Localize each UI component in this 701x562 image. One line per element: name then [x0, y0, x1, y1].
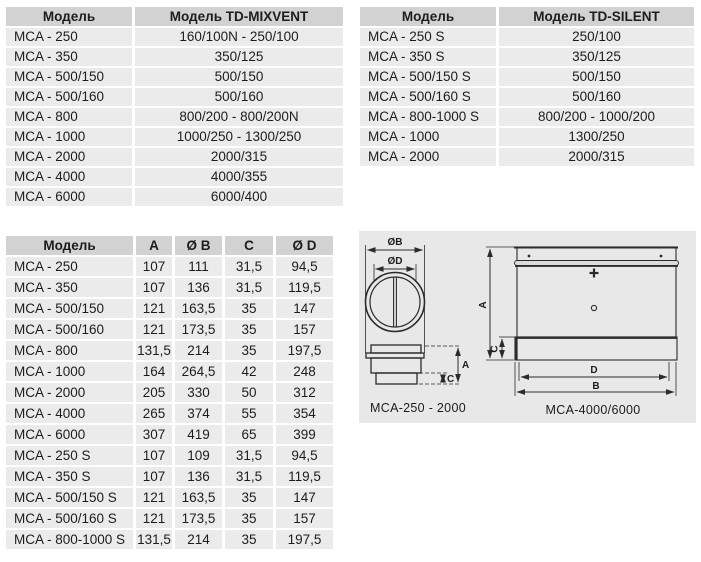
dim-b-cell: 374: [175, 404, 222, 423]
dim-a-cell: 121: [136, 509, 172, 528]
front-side-view-label: MCA-250 - 2000: [370, 401, 466, 415]
model-cell: MCA - 500/150: [6, 299, 133, 318]
column-header-diameter-d: Ø D: [276, 236, 333, 255]
equivalent-model-cell: 800/200 - 800/200N: [135, 108, 343, 126]
table-row: [6, 446, 333, 465]
dim-d-cell: 399: [276, 425, 333, 444]
column-header-a: A: [136, 236, 172, 255]
table-row: [6, 488, 333, 507]
dim-label-d: D: [590, 365, 598, 376]
model-cell: MCA - 2000: [360, 148, 496, 166]
table-row: [6, 88, 343, 106]
dim-c-cell: 35: [225, 530, 273, 549]
column-header-model: Модель: [6, 7, 132, 26]
equivalent-model-cell: 2000/315: [499, 148, 694, 166]
dim-c-cell: 31,5: [225, 278, 273, 297]
table-header-row: [6, 236, 333, 255]
equivalent-model-cell: 4000/355: [135, 168, 343, 186]
damper-inner-circle: [370, 277, 420, 327]
dim-label-c: C: [489, 345, 501, 353]
cross-marker: [590, 269, 599, 278]
dim-c-cell: 31,5: [225, 467, 273, 486]
dim-b-cell: 330: [175, 383, 222, 402]
dim-c-cell: 35: [225, 320, 273, 339]
dim-b-cell: 163,5: [175, 488, 222, 507]
dim-d-cell: 94,5: [276, 446, 333, 465]
dimension-diagram-panel: [359, 231, 696, 423]
table-header-row: [6, 7, 343, 26]
table-row: [6, 168, 343, 186]
table-row: [6, 278, 333, 297]
dim-c-cell: 35: [225, 488, 273, 507]
dim-b-cell: 419: [175, 425, 222, 444]
model-cell: MCA - 250: [6, 28, 132, 46]
dim-d-cell: 197,5: [276, 341, 333, 360]
table-row: [6, 108, 343, 126]
dim-a-cell: 205: [136, 383, 172, 402]
column-header-diameter-b: Ø B: [175, 236, 222, 255]
model-cell: MCA - 2000: [6, 148, 132, 166]
table-row: [6, 320, 333, 339]
model-cell: MCA - 500/160 S: [6, 509, 133, 528]
table-row: [360, 148, 694, 166]
model-cell: MCA - 250 S: [360, 28, 496, 46]
dim-c-cell: 35: [225, 341, 273, 360]
equivalent-model-cell: 500/160: [499, 88, 694, 106]
dim-a-cell: 265: [136, 404, 172, 423]
dim-a-cell: 164: [136, 362, 172, 381]
dim-label-phi-d: ØD: [387, 256, 403, 267]
table-row: [360, 128, 694, 146]
dim-d-cell: 147: [276, 488, 333, 507]
dim-a-cell: 307: [136, 425, 172, 444]
dim-a-cell: 107: [136, 257, 172, 276]
model-cell: MCA - 250 S: [6, 446, 133, 465]
model-cell: MCA - 6000: [6, 425, 133, 444]
table-row: [6, 188, 343, 206]
dim-a-cell: 107: [136, 278, 172, 297]
model-cell: MCA - 800-1000 S: [360, 108, 496, 126]
equivalent-model-cell: 6000/400: [135, 188, 343, 206]
equivalent-model-cell: 800/200 - 1000/200: [499, 108, 694, 126]
table-header-row: [360, 7, 694, 26]
dim-d-cell: 157: [276, 509, 333, 528]
table-row: [6, 467, 333, 486]
dim-c-cell: 50: [225, 383, 273, 402]
dim-c-cell: 35: [225, 509, 273, 528]
equivalent-model-cell: 500/150: [499, 68, 694, 86]
table-row: [6, 299, 333, 318]
center-hole-marker: [591, 305, 596, 310]
dim-label-a: A: [478, 301, 489, 309]
column-header-c: C: [225, 236, 273, 255]
table-row: [6, 362, 333, 381]
model-cell: MCA - 350: [6, 48, 132, 66]
model-cell: MCA - 800: [6, 341, 133, 360]
column-header-model: Модель: [360, 7, 496, 26]
model-cell: MCA - 2000: [6, 383, 133, 402]
table-row: [360, 28, 694, 46]
dim-d-cell: 119,5: [276, 467, 333, 486]
dim-c-cell: 31,5: [225, 446, 273, 465]
dim-c-cell: 55: [225, 404, 273, 423]
dim-d-cell: 354: [276, 404, 333, 423]
dim-c-cell: 35: [225, 299, 273, 318]
model-cell: MCA - 500/160: [6, 320, 133, 339]
dim-a-cell: 131,5: [137, 532, 171, 547]
dim-b-cell: 109: [175, 446, 222, 465]
table-row: [6, 48, 343, 66]
table-row: [360, 68, 694, 86]
dim-b-cell: 136: [175, 278, 222, 297]
dim-a-cell: 131,5: [137, 343, 171, 358]
equivalent-model-cell: 500/160: [135, 88, 343, 106]
model-cell: MCA - 1000: [6, 128, 132, 146]
dim-d-cell: 119,5: [276, 278, 333, 297]
mixvent-model-table: [3, 5, 346, 208]
dimensions-table: [3, 234, 336, 551]
dim-a-cell: 121: [136, 488, 172, 507]
screw-dot: [660, 255, 663, 258]
dim-b-cell: 163,5: [175, 299, 222, 318]
model-cell: MCA - 1000: [6, 362, 133, 381]
dim-label-b: B: [592, 381, 600, 392]
dim-label-a: A: [462, 360, 470, 371]
dim-label-phi-b: ØB: [387, 237, 403, 248]
damper-outer-circle: [366, 273, 425, 332]
model-cell: MCA - 500/150: [6, 68, 132, 86]
dim-c-cell: 42: [225, 362, 273, 381]
model-cell: MCA - 500/160: [6, 88, 132, 106]
model-cell: MCA - 1000: [360, 128, 496, 146]
table-row: [6, 257, 333, 276]
dim-label-c: C: [447, 374, 455, 385]
table-row: [6, 530, 333, 549]
dim-b-cell: 173,5: [175, 509, 222, 528]
column-header-model: Модель: [6, 236, 133, 255]
table-row: [6, 425, 333, 444]
table-row: [6, 128, 343, 146]
side-view-diagram: [366, 345, 469, 385]
table-row: [6, 68, 343, 86]
dim-d-cell: 147: [276, 299, 333, 318]
dim-a-cell: 121: [136, 320, 172, 339]
table-row: [360, 88, 694, 106]
dim-b-cell: 111: [175, 257, 222, 276]
rim-bead: [515, 261, 679, 266]
table-row: [6, 148, 343, 166]
model-cell: MCA - 800: [6, 108, 132, 126]
dim-c-cell: 65: [225, 425, 273, 444]
model-cell: MCA - 250: [6, 257, 133, 276]
equivalent-model-cell: 500/150: [135, 68, 343, 86]
dim-b-cell: 264,5: [175, 362, 222, 381]
equivalent-model-cell: 350/125: [499, 48, 694, 66]
silent-model-table: [357, 5, 697, 168]
table-row: [6, 28, 343, 46]
model-cell: MCA - 500/150 S: [360, 68, 496, 86]
front-view-diagram: [366, 237, 425, 353]
table-row: [6, 509, 333, 528]
equivalent-model-cell: 1000/250 - 1300/250: [135, 128, 343, 146]
equivalent-model-cell: 2000/315: [135, 148, 343, 166]
table-row: [6, 341, 333, 360]
model-cell: MCA - 350: [6, 278, 133, 297]
dim-b-cell: 173,5: [175, 320, 222, 339]
dim-a-cell: 107: [136, 467, 172, 486]
column-header-td-mixvent: Модель TD-MIXVENT: [135, 7, 343, 26]
model-cell: MCA - 4000: [6, 404, 133, 423]
dim-d-cell: 197,5: [276, 530, 333, 549]
dim-b-cell: 136: [175, 467, 222, 486]
box-view-diagram: [478, 247, 679, 396]
screw-dot: [528, 255, 531, 258]
model-cell: MCA - 4000: [6, 168, 132, 186]
equivalent-model-cell: 1300/250: [499, 128, 694, 146]
equivalent-model-cell: 350/125: [135, 48, 343, 66]
table-row: [6, 383, 333, 402]
dim-d-cell: 248: [276, 362, 333, 381]
dim-a-cell: 107: [136, 446, 172, 465]
model-cell: MCA - 500/160 S: [360, 88, 496, 106]
dim-a-cell: 121: [136, 299, 172, 318]
dim-b-cell: 214: [175, 341, 222, 360]
model-cell: MCA - 6000: [6, 188, 132, 206]
dimension-diagram: [359, 231, 696, 423]
dim-c-cell: 31,5: [225, 257, 273, 276]
model-cell: MCA - 350 S: [360, 48, 496, 66]
dim-b-cell: 214: [175, 530, 222, 549]
model-cell: MCA - 800-1000 S: [6, 530, 133, 549]
dim-d-cell: 157: [276, 320, 333, 339]
model-cell: MCA - 500/150 S: [6, 488, 133, 507]
column-header-td-silent: Модель TD-SILENT: [499, 7, 694, 26]
equivalent-model-cell: 160/100N - 250/100: [135, 28, 343, 46]
table-row: [360, 108, 694, 126]
equivalent-model-cell: 250/100: [499, 28, 694, 46]
table-row: [360, 48, 694, 66]
box-view-label: MCA-4000/6000: [545, 403, 641, 417]
table-row: [6, 404, 333, 423]
dim-d-cell: 94,5: [276, 257, 333, 276]
model-cell: MCA - 350 S: [6, 467, 133, 486]
dim-d-cell: 312: [276, 383, 333, 402]
